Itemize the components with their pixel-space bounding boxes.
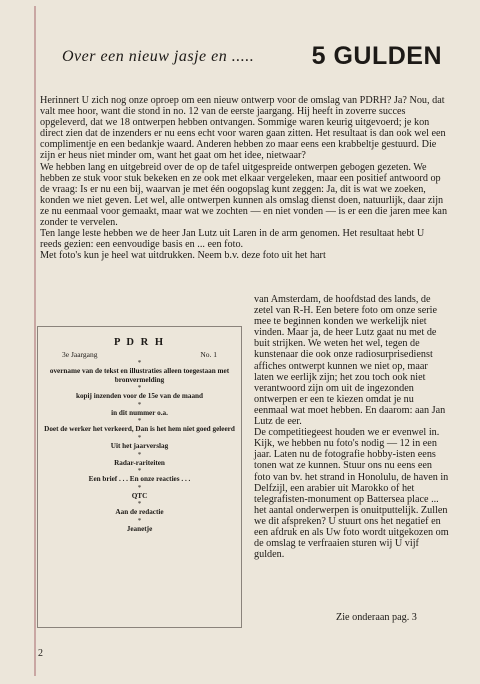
star-separator: * [137,450,142,459]
box-issue-row [38,350,241,359]
box-year: 3e Jaargang [62,350,98,359]
star-separator: * [137,500,142,509]
paragraph-4: Met foto's kun je heel wat uitdrukken. Neem b.v. deze foto uit het hart [40,250,326,262]
box-line: Uit het jaarverslag [110,441,169,450]
star-separator: * [137,384,142,393]
star-separator: * [137,483,142,492]
continued-reference: Zie onderaan pag. 3 [336,612,417,623]
box-line: overname van de tekst en illustraties alleen toegestaan met bronvermelding [49,367,230,384]
star-separator: * [137,400,142,409]
article-body [40,95,448,261]
binding-margin-line [34,6,36,676]
box-line: Doet de werker het verkeerd, Dan is het hem niet goed geleerd [44,425,235,434]
box-title: P D R H [113,337,166,348]
column-paragraph-1: van Amsterdam, de hoofdstad des lands, de zetel van R-H. Een betere foto om onze serie mee te beginnen konden we werkelijk niet vinden. Maar ja, de heer Lutz gaat nu met de buit strijken. We weten het wel, tegen de kunstenaar die ook onze radiosurprisedienst affiches ontwerpt kunnen we niet op, maar laten we eerlijk zijn; het zou toch ook niet verantwoord zijn om uit de ingezonden ontwerpen er een te kiezen omdat je nu eenmaal wat moet hebben. En daarom: aan Jan Lutz de eer. [254,294,446,428]
box-line: Aan de redactie [115,508,164,517]
star-separator: * [137,417,142,426]
article-heading [62,42,442,78]
box-number: No. 1 [200,350,217,359]
box-line: Radar-rariteiten [114,458,165,467]
box-line: Een brief . . . En onze reacties . . . [88,475,191,484]
star-separator: * [137,467,142,476]
column-paragraph-2: De competitiegeest houden we er evenwel in. Kijk, we hebben nu foto's nodig — 12 in een jaar. Laten nu de fotografie hobby-isten eens tonen wat ze kunnen. Stuur ons nu eens een foto van bv. het strand in Honolulu, de haven in Delfzijl, een arabier uit Marokko of het telegrafisten-monument op Battersea place ... het aantal onderwerpen is onuitputtelijk. Zullen we dit afspreken? U stuurt ons het negatief en een afdruk en als Uw foto wordt uitgekozen om de omslag te verfraaien sturen wij U vijf gulden. [254,427,449,561]
box-line: QTC [131,491,148,500]
star-separator: * [137,516,142,525]
box-line: Jeanetje [126,524,153,533]
page-number: 2 [38,648,43,659]
heading-lead: Over een nieuw jasje en ..... [62,48,255,65]
star-separator: * [137,433,142,442]
paragraph-2: We hebben lang en uitgebreid over de op de tafel uitgespreide ontwerpen gebogen gezeten. We hebben ze stuk voor stuk bekeken en ze ook met elkaar vergeleken, maar een positief antwoord op de vraag: Is er nu een bij, waarvan je met één oogopslag kunt zeggen: Ja, dit is wat we zoeken, konden we niet geven. Let wel, alle ontwerpen kunnen als omslag dienst doen, natuurlijk, daar zijn ze nu eenmaal voor gemaakt, maar wat we zochten — en niet vonden — is er een die jaren mee kan zonder te vervelen. [40,161,448,229]
article-column [254,294,450,560]
heading-title: 5 GULDEN [311,42,442,70]
star-separator: * [137,359,142,367]
cover-info-box [37,326,242,628]
paragraph-1: Herinnert U zich nog onze oproep om een nieuw ontwerp voor de omslag van PDRH? Ja? Nou, dat valt mee hoor, want die stond in no. 12 van de eerste jaargang. Hij heeft in zoverre succes opgeleverd, dat we 18 ontwerpen hebben ontvangen. Sommige waren keurig uitgevoerd; je kon direct zien dat de inzenders er nu eens echt voor waren gaan zitten. Het resultaat is dan ook wel een complimentje en een bedankje waard. Anderen hebben zo maar eens een krabbeltje gestuurd. Die zijn er heus niet minder om, want het gaat om het idee, nietwaar? [40,95,446,162]
paragraph-3: Ten lange leste hebben we de heer Jan Lutz uit Laren in de arm genomen. Het resultaat hebt U reeds gezien: een eenvoudige basis en ... een foto. [40,228,425,251]
box-line: in dit nummer o.a. [111,408,168,417]
box-line: kopij inzenden voor de 15e van de maand [75,392,204,401]
